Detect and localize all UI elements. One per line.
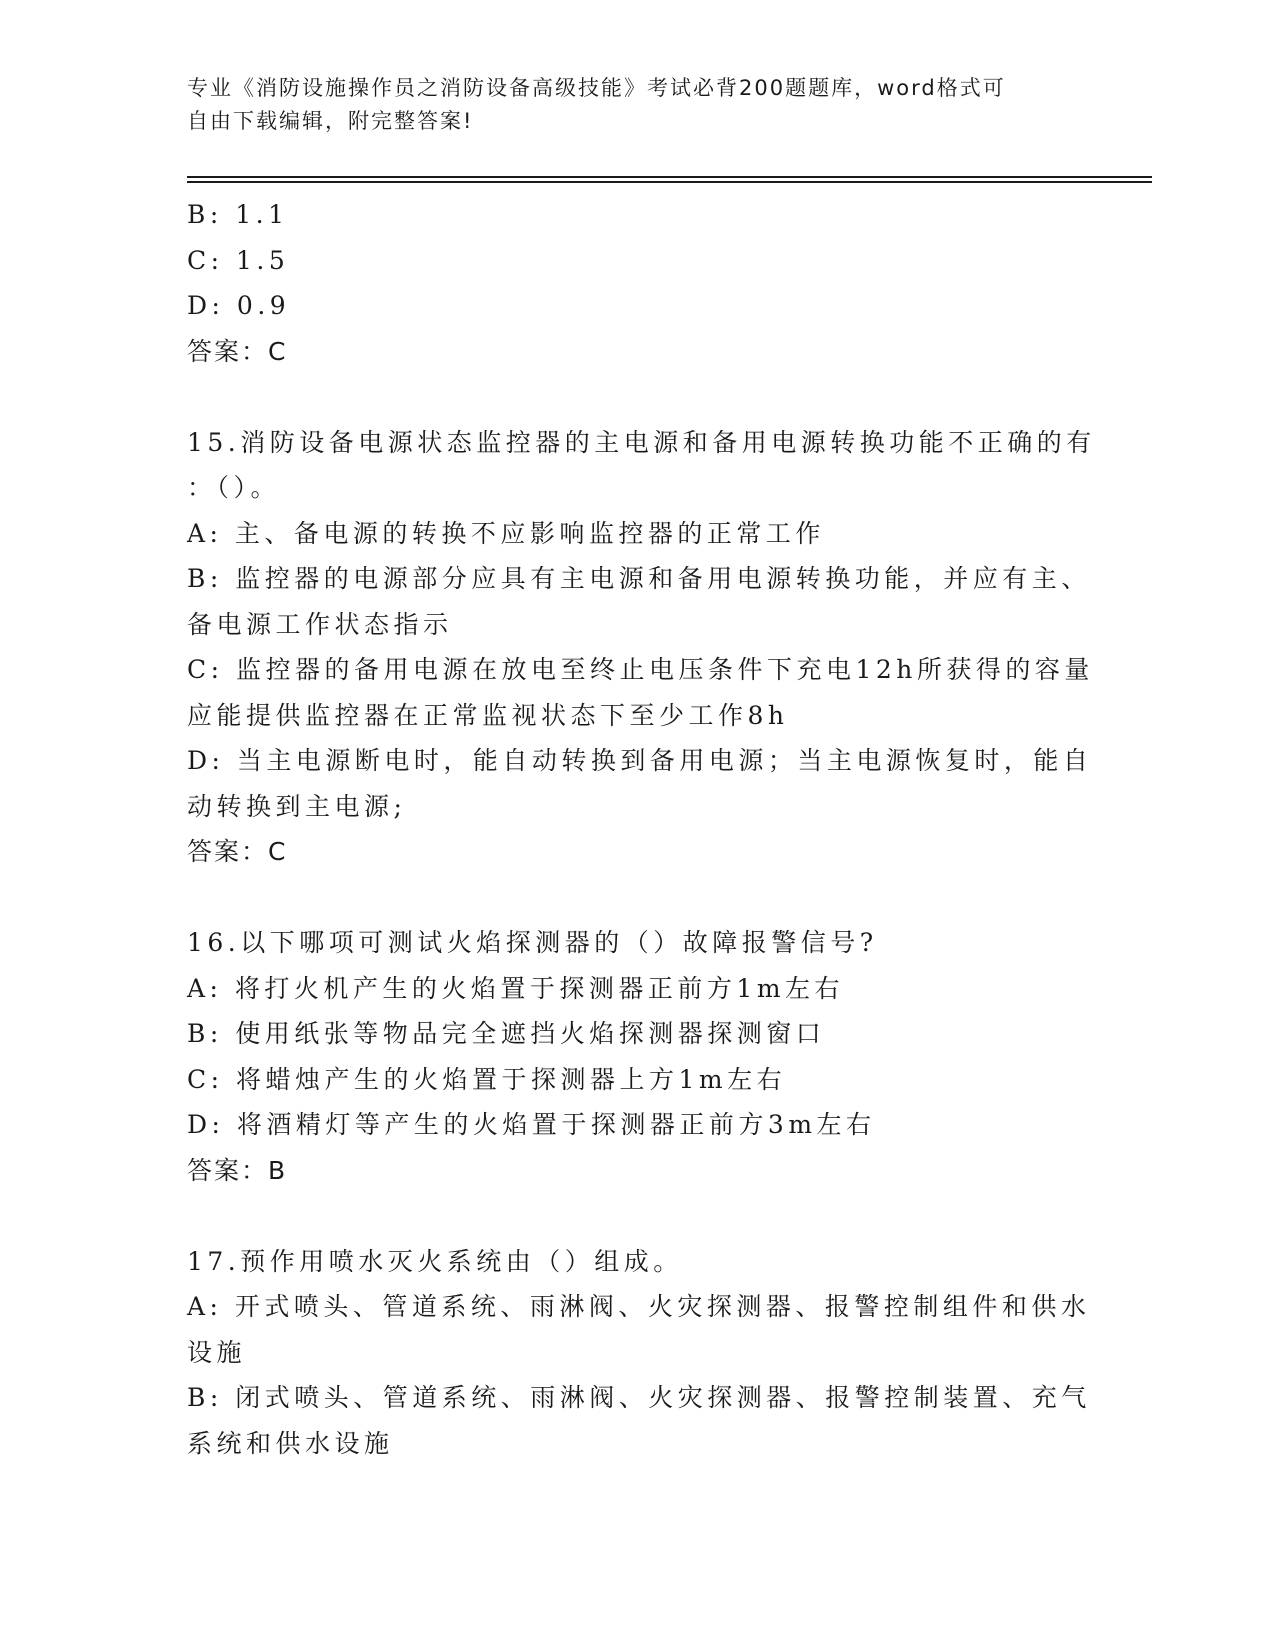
header-rule-top: [187, 176, 1152, 178]
option-c-cont: 应能提供监控器在正常监视状态下至少工作8h: [187, 700, 789, 730]
spacer: [187, 374, 1067, 420]
prev-question: [187, 192, 1067, 374]
option-a: A: 开式喷头、管道系统、雨淋阀、火灾探测器、报警控制组件和供水: [187, 1292, 1091, 1321]
answer: 答案：C: [187, 336, 288, 366]
option-d-cont: 动转换到主电源;: [187, 791, 407, 821]
header-rule-bottom: [187, 181, 1152, 183]
header-line-2: 自由下载编辑，附完整答案!: [187, 109, 474, 133]
option-c: C: 监控器的备用电源在放电至终止电压条件下充电12h所获得的容量: [187, 655, 1094, 684]
option-b-cont: 备电源工作状态指示: [187, 609, 453, 639]
document-header: [187, 72, 1067, 138]
question-stem: 16.以下哪项可测试火焰探测器的（）故障报警信号?: [187, 928, 878, 957]
option-b: B: 监控器的电源部分应具有主电源和备用电源转换功能，并应有主、: [187, 564, 1091, 593]
option-d: D: 0.9: [187, 291, 291, 320]
option-a: A: 主、备电源的转换不应影响监控器的正常工作: [187, 518, 825, 548]
option-b: B: 使用纸张等物品完全遮挡火焰探测器探测窗口: [187, 1019, 826, 1048]
question-stem: 15.消防设备电源状态监控器的主电源和备用电源转换功能不正确的有: [187, 427, 1096, 457]
answer: 答案：C: [187, 837, 288, 866]
option-d: D: 当主电源断电时，能自动转换到备用电源；当主电源恢复时，能自: [187, 746, 1093, 775]
option-b-cont: 系统和供水设施: [187, 1428, 394, 1458]
option-c: C: 1.5: [187, 245, 290, 275]
option-b: B: 闭式喷头、管道系统、雨淋阀、火灾探测器、报警控制装置、充气: [187, 1383, 1091, 1412]
question-16: [187, 920, 1067, 1193]
spacer: [187, 1193, 1067, 1239]
question-stem-cont: ：（）。: [187, 473, 281, 502]
option-c: C: 将蜡烛产生的火焰置于探测器上方1m左右: [187, 1064, 787, 1094]
spacer: [187, 875, 1067, 921]
answer: 答案：B: [187, 1155, 288, 1185]
option-a-cont: 设施: [187, 1337, 247, 1367]
question-17: [187, 1239, 1091, 1467]
header-line-1: 专业《消防设施操作员之消防设备高级技能》考试必背200题题库，word格式可: [187, 76, 1006, 100]
question-15: [187, 420, 1096, 875]
option-a: A: 将打火机产生的火焰置于探测器正前方1m左右: [187, 973, 845, 1003]
option-b: B: 1.1: [187, 200, 289, 229]
option-d: D: 将酒精灯等产生的火焰置于探测器正前方3m左右: [187, 1110, 876, 1139]
question-stem: 17.预作用喷水灭火系统由（）组成。: [187, 1246, 683, 1276]
document-body: [187, 192, 1096, 1466]
